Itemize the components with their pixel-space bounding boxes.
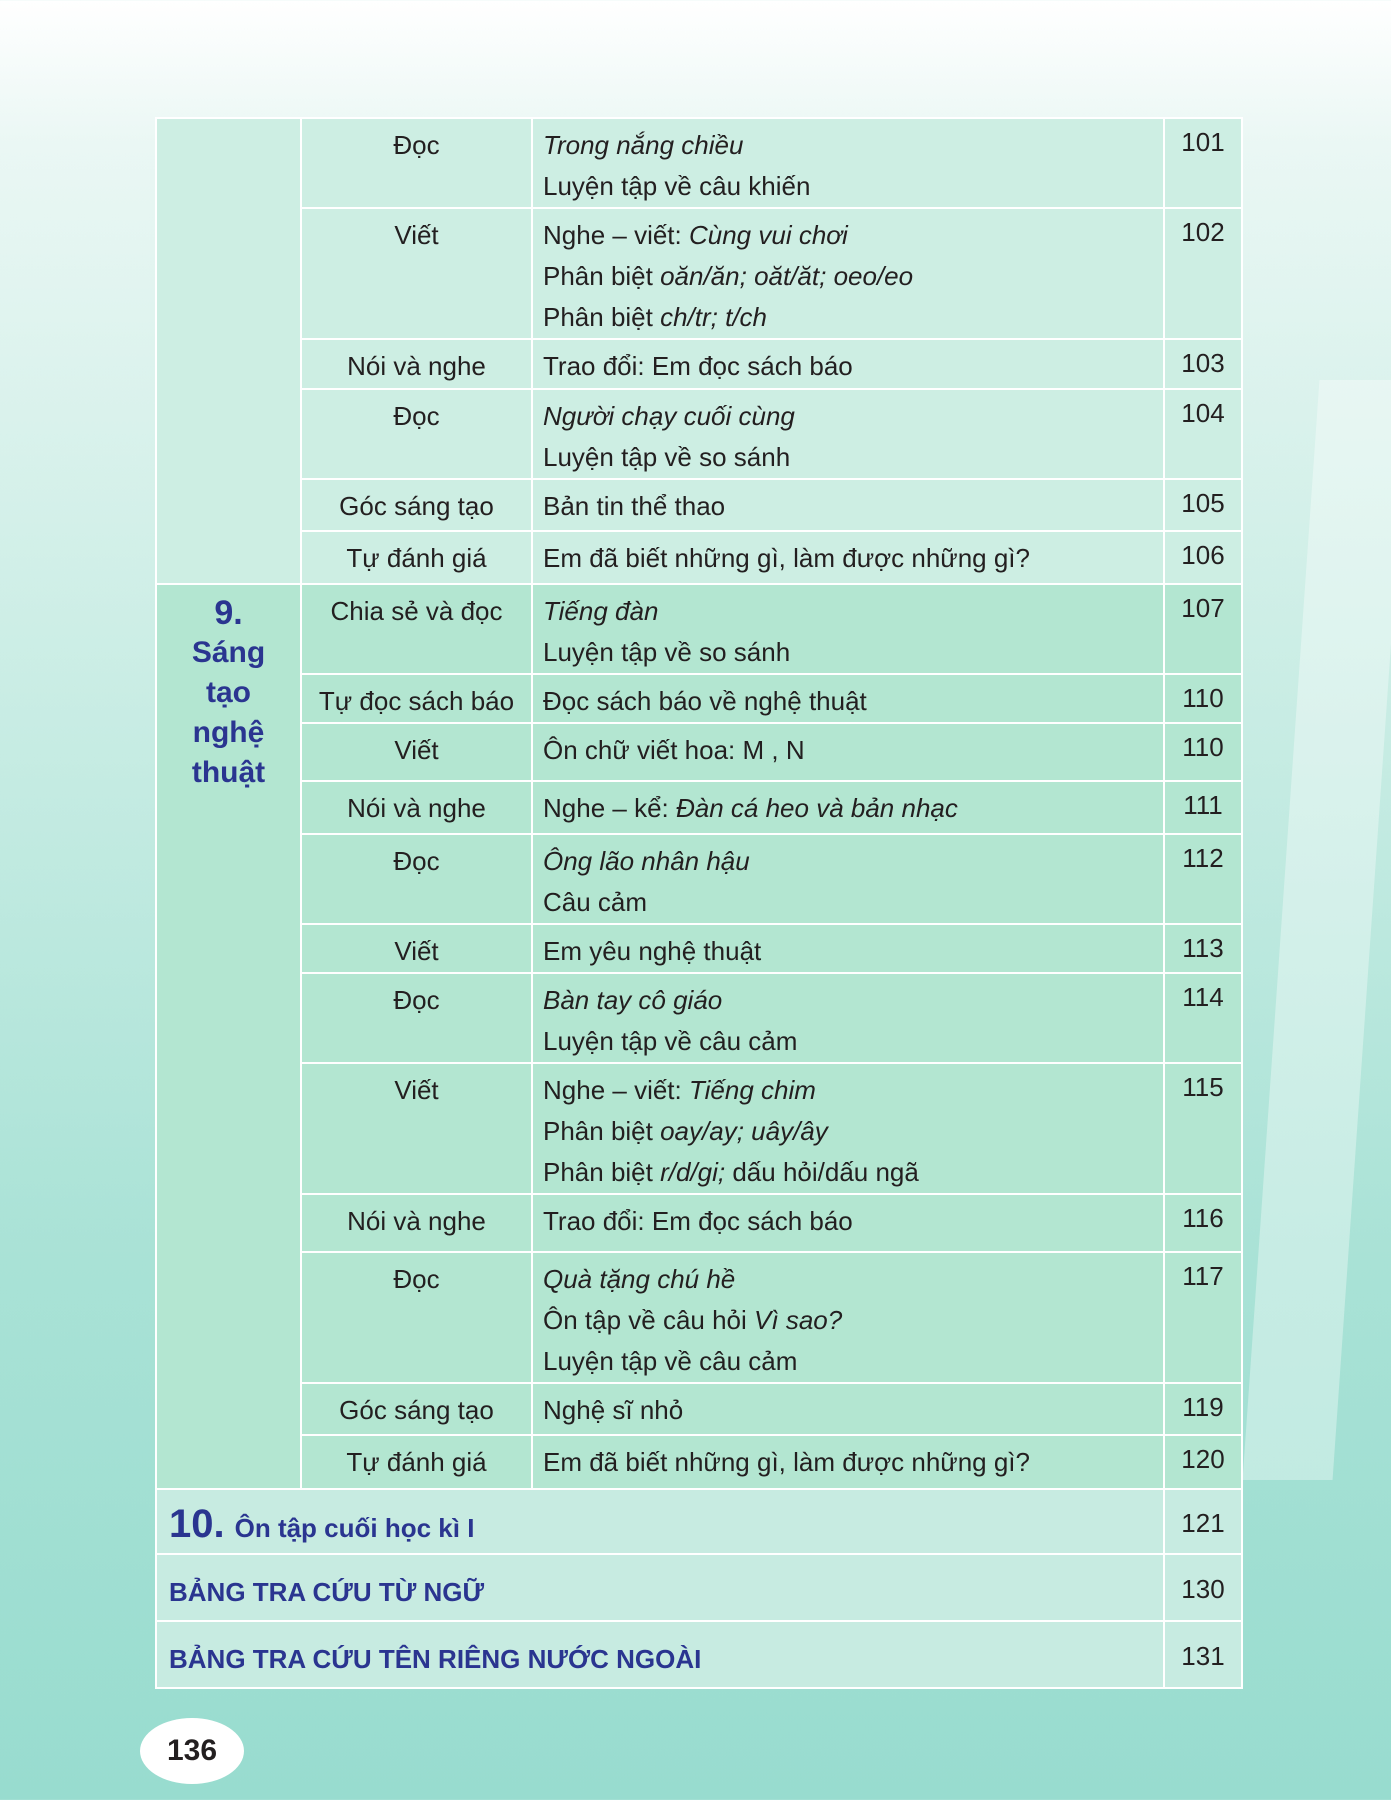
lesson-line <box>543 215 1163 256</box>
lesson-title-italic: Quà tặng chú hề <box>543 1264 736 1294</box>
page-number: 136 <box>140 1718 244 1784</box>
lesson-title-italic: r/d/gi; <box>660 1157 726 1187</box>
lesson-text: Em yêu nghệ thuật <box>543 936 762 966</box>
unit-9-cell <box>156 584 301 1489</box>
lesson-content <box>532 1435 1164 1489</box>
unit-8-cell <box>156 118 301 584</box>
lesson-content <box>532 584 1164 674</box>
page-ref: 120 <box>1164 1435 1242 1489</box>
page-ref: 102 <box>1164 208 1242 339</box>
lesson-content <box>532 479 1164 531</box>
toc-row <box>156 781 1242 834</box>
lesson-line <box>543 788 1163 829</box>
activity-type: Đọc <box>301 973 532 1063</box>
lesson-content <box>532 1194 1164 1252</box>
lesson-line <box>543 632 1163 673</box>
page-ref: 101 <box>1164 118 1242 208</box>
lesson-text: Phân biệt <box>543 1116 661 1146</box>
page-ref: 131 <box>1164 1621 1242 1688</box>
lesson-line <box>543 591 1163 632</box>
lesson-line <box>543 538 1163 579</box>
toc-row <box>156 723 1242 781</box>
unit-number: 9. <box>214 594 243 632</box>
activity-type: Nói và nghe <box>301 781 532 834</box>
lesson-title-italic: oay/ay; uây/ây <box>660 1116 828 1146</box>
lesson-text: Trao đổi: Em đọc sách báo <box>543 351 853 381</box>
toc-row <box>156 1252 1242 1383</box>
section-title: BẢNG TRA CỨU TÊN RIÊNG NƯỚC NGOÀI <box>169 1644 702 1674</box>
lesson-content <box>532 118 1164 208</box>
lesson-text: Phân biệt <box>543 1157 661 1187</box>
page-ref: 103 <box>1164 339 1242 389</box>
toc-row <box>156 531 1242 584</box>
lesson-line <box>543 486 1163 527</box>
lesson-content <box>532 1252 1164 1383</box>
lesson-line <box>543 256 1163 297</box>
lesson-line <box>543 1390 1163 1431</box>
toc-row <box>156 924 1242 973</box>
toc-row <box>156 118 1242 208</box>
table-of-contents <box>155 117 1243 1689</box>
lesson-line <box>543 1442 1163 1483</box>
lesson-text: Luyện tập về so sánh <box>543 442 791 472</box>
lesson-text: Trao đổi: Em đọc sách báo <box>543 1206 853 1236</box>
toc-row <box>156 973 1242 1063</box>
unit-title-line: thuật <box>191 756 266 789</box>
lesson-content <box>532 339 1164 389</box>
activity-type: Viết <box>301 1063 532 1194</box>
lesson-line <box>543 681 1163 722</box>
page-ref: 107 <box>1164 584 1242 674</box>
lesson-line <box>543 396 1163 437</box>
page-ref: 121 <box>1164 1489 1242 1554</box>
activity-type: Đọc <box>301 118 532 208</box>
lesson-content <box>532 834 1164 924</box>
unit-title-line: nghệ <box>192 716 265 749</box>
lesson-title-italic: Trong nắng chiều <box>543 130 744 160</box>
lesson-line <box>543 166 1163 207</box>
page-ref: 116 <box>1164 1194 1242 1252</box>
lesson-line <box>543 437 1163 478</box>
toc-row-wide <box>156 1489 1242 1554</box>
lesson-text: dấu hỏi/dấu ngã <box>725 1157 919 1187</box>
unit-title-line: Sáng <box>191 636 266 669</box>
toc-row <box>156 1194 1242 1252</box>
activity-type: Viết <box>301 723 532 781</box>
lesson-text: Ôn chữ viết hoa: M , N <box>543 735 805 765</box>
lesson-line <box>543 297 1163 338</box>
lesson-content <box>532 973 1164 1063</box>
lesson-text: Đọc sách báo về nghệ thuật <box>543 686 867 716</box>
lesson-line <box>543 1111 1163 1152</box>
background-streak <box>1243 380 1391 1480</box>
page-ref: 113 <box>1164 924 1242 973</box>
page-ref: 110 <box>1164 674 1242 723</box>
toc-row <box>156 674 1242 723</box>
page-ref: 112 <box>1164 834 1242 924</box>
lesson-content <box>532 924 1164 973</box>
toc-row-wide <box>156 1621 1242 1688</box>
lesson-title-italic: Cùng vui chơi <box>688 220 848 250</box>
lesson-line <box>543 1300 1163 1341</box>
unit-title-line: tạo <box>206 676 251 709</box>
activity-type: Viết <box>301 208 532 339</box>
lesson-line <box>543 841 1163 882</box>
section-title: Ôn tập cuối học kì I <box>234 1513 475 1543</box>
section-heading <box>156 1554 1164 1621</box>
section-title: BẢNG TRA CỨU TỪ NGỮ <box>169 1577 485 1607</box>
lesson-text: Nghe – viết: <box>543 1075 689 1105</box>
page-ref: 111 <box>1164 781 1242 834</box>
lesson-title-italic: ch/tr; t/ch <box>660 302 768 332</box>
lesson-line <box>543 980 1163 1021</box>
lesson-text: Bản tin thể thao <box>543 491 726 521</box>
lesson-content <box>532 531 1164 584</box>
lesson-title-italic: Vì sao? <box>754 1305 843 1335</box>
lesson-text: Phân biệt <box>543 302 661 332</box>
section-heading <box>156 1621 1164 1688</box>
lesson-title-italic: Đàn cá heo và bản nhạc <box>675 793 958 823</box>
lesson-line <box>543 1070 1163 1111</box>
lesson-line <box>543 1021 1163 1062</box>
lesson-text: Câu cảm <box>543 887 648 917</box>
activity-type: Góc sáng tạo <box>301 1383 532 1435</box>
toc-row <box>156 339 1242 389</box>
page-ref: 114 <box>1164 973 1242 1063</box>
page-ref: 119 <box>1164 1383 1242 1435</box>
activity-type: Tự đánh giá <box>301 1435 532 1489</box>
activity-type: Nói và nghe <box>301 1194 532 1252</box>
lesson-line <box>543 882 1163 923</box>
lesson-title-italic: Tiếng chim <box>688 1075 816 1105</box>
lesson-text: Em đã biết những gì, làm được những gì? <box>543 543 1030 573</box>
toc-row <box>156 1435 1242 1489</box>
toc-row <box>156 584 1242 674</box>
lesson-content <box>532 723 1164 781</box>
lesson-content <box>532 674 1164 723</box>
lesson-text: Luyện tập về so sánh <box>543 637 791 667</box>
lesson-text: Luyện tập về câu cảm <box>543 1346 798 1376</box>
activity-type: Tự đọc sách báo <box>301 674 532 723</box>
lesson-line <box>543 931 1163 972</box>
lesson-line <box>543 346 1163 387</box>
lesson-text: Ôn tập về câu hỏi <box>543 1305 755 1335</box>
toc-row <box>156 834 1242 924</box>
activity-type: Đọc <box>301 834 532 924</box>
lesson-text: Nghe – kể: <box>543 793 676 823</box>
lesson-title-italic: Tiếng đàn <box>543 596 659 626</box>
toc-row-wide <box>156 1554 1242 1621</box>
lesson-line <box>543 1152 1163 1193</box>
activity-type: Tự đánh giá <box>301 531 532 584</box>
lesson-text: Luyện tập về câu cảm <box>543 1026 798 1056</box>
lesson-title-italic: Ông lão nhân hậu <box>543 846 750 876</box>
lesson-text: Luyện tập về câu khiến <box>543 171 811 201</box>
page-ref: 130 <box>1164 1554 1242 1621</box>
lesson-content <box>532 208 1164 339</box>
lesson-title-italic: oăn/ăn; oăt/ăt; oeo/eo <box>660 261 914 291</box>
lesson-line <box>543 1341 1163 1382</box>
toc-row <box>156 1383 1242 1435</box>
lesson-line <box>543 1201 1163 1242</box>
lesson-text: Em đã biết những gì, làm được những gì? <box>543 1447 1030 1477</box>
lesson-text: Nghe – viết: <box>543 220 689 250</box>
section-heading <box>156 1489 1164 1554</box>
toc-row <box>156 208 1242 339</box>
lesson-line <box>543 730 1163 771</box>
page-ref: 117 <box>1164 1252 1242 1383</box>
toc-row <box>156 1063 1242 1194</box>
unit-title <box>157 585 300 793</box>
page-ref: 115 <box>1164 1063 1242 1194</box>
activity-type: Góc sáng tạo <box>301 479 532 531</box>
toc-row <box>156 479 1242 531</box>
lesson-title-italic: Bàn tay cô giáo <box>543 985 723 1015</box>
lesson-line <box>543 125 1163 166</box>
page-ref: 110 <box>1164 723 1242 781</box>
toc-row <box>156 389 1242 479</box>
lesson-content <box>532 781 1164 834</box>
activity-type: Đọc <box>301 389 532 479</box>
lesson-content <box>532 1063 1164 1194</box>
lesson-content <box>532 1383 1164 1435</box>
activity-type: Viết <box>301 924 532 973</box>
page-ref: 104 <box>1164 389 1242 479</box>
lesson-line <box>543 1259 1163 1300</box>
lesson-text: Nghệ sĩ nhỏ <box>543 1395 684 1425</box>
activity-type: Đọc <box>301 1252 532 1383</box>
lesson-text: Phân biệt <box>543 261 661 291</box>
lesson-content <box>532 389 1164 479</box>
page-ref: 106 <box>1164 531 1242 584</box>
page-ref: 105 <box>1164 479 1242 531</box>
activity-type: Nói và nghe <box>301 339 532 389</box>
section-number: 10. <box>169 1502 225 1546</box>
lesson-title-italic: Người chạy cuối cùng <box>543 401 795 431</box>
activity-type: Chia sẻ và đọc <box>301 584 532 674</box>
